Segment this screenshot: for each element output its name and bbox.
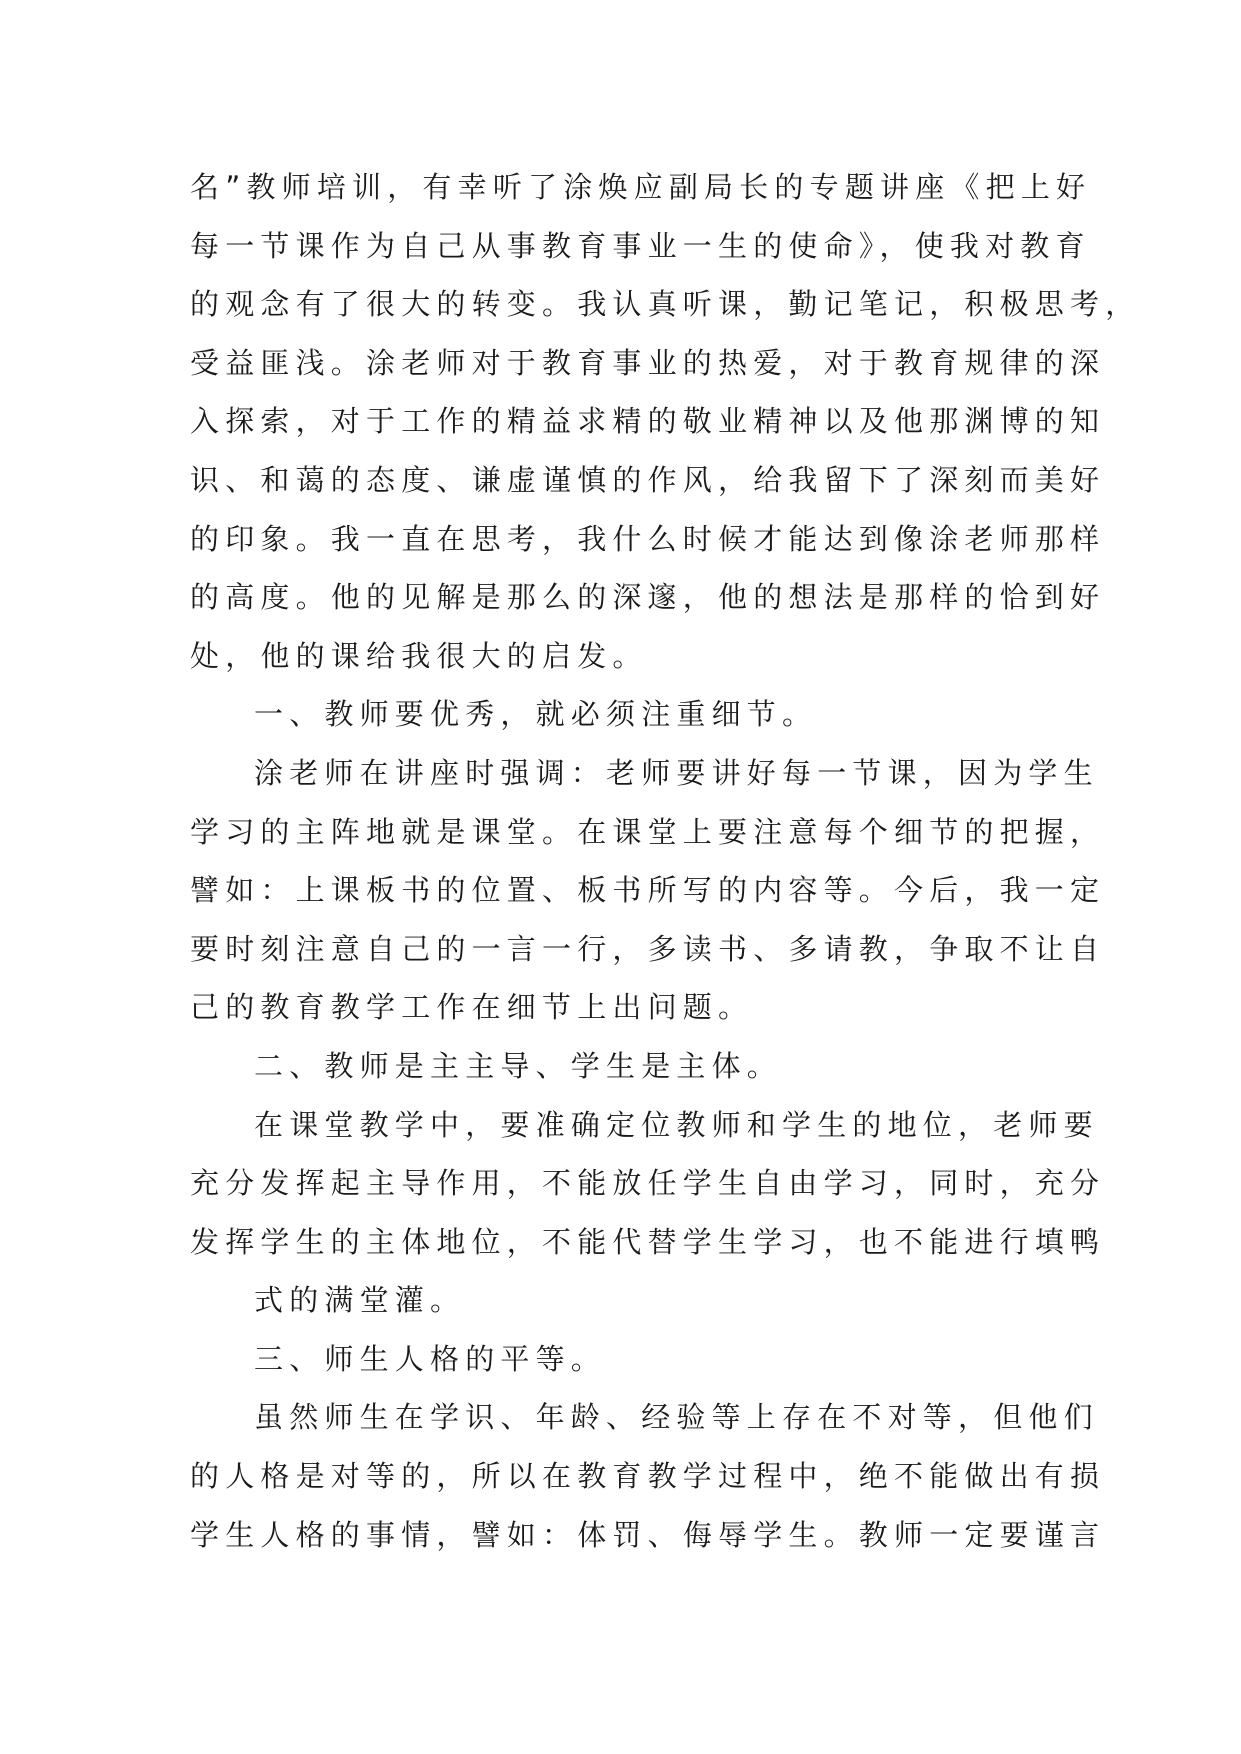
text-line: 一、教师要优秀，就必须注重细节。 xyxy=(254,697,818,732)
text-line: 式的满堂灌。 xyxy=(254,1283,466,1318)
text-line: 发挥学生的主体地位，不能代替学生学习，也不能进行填鸭 xyxy=(190,1224,1106,1259)
text-line: 三、师生人格的平等。 xyxy=(254,1341,607,1376)
text-line: 的高度。他的见解是那么的深邃，他的想法是那样的恰到好 xyxy=(190,580,1106,615)
text-line: 己的教育教学工作在细节上出问题。 xyxy=(190,990,754,1025)
text-line: 在课堂教学中，要准确定位教师和学生的地位，老师要 xyxy=(254,1107,1099,1142)
text-line: 充分发挥起主导作用，不能放任学生自由学习，同时，充分 xyxy=(190,1166,1106,1201)
text-line: 譬如：上课板书的位置、板书所写的内容等。今后，我一定 xyxy=(190,873,1106,908)
text-line: 要时刻注意自己的一言一行，多读书、多请教，争取不让自 xyxy=(190,931,1106,966)
text-line: 学习的主阵地就是课堂。在课堂上要注意每个细节的把握， xyxy=(190,814,1106,849)
text-line: 二、教师是主主导、学生是主体。 xyxy=(254,1048,783,1083)
text-line: 虽然师生在学识、年龄、经验等上存在不对等，但他们 xyxy=(254,1400,1099,1435)
text-line: 学生人格的事情，譬如：体罚、侮辱学生。教师一定要谨言 xyxy=(190,1517,1106,1552)
text-line: 识、和蔼的态度、谦虚谨慎的作风，给我留下了深刻而美好 xyxy=(190,462,1106,497)
text-line: 入探索，对于工作的精益求精的敬业精神以及他那渊博的知 xyxy=(190,404,1106,439)
text-line: 受益匪浅。涂老师对于教育事业的热爱，对于教育规律的深 xyxy=(190,345,1106,380)
text-line: 每一节课作为自己从事教育事业一生的使命》，使我对教育 xyxy=(190,228,1091,263)
text-line: 的观念有了很大的转变。我认真听课，勤记笔记，积极思考， xyxy=(190,287,1141,322)
text-line: 的印象。我一直在思考，我什么时候才能达到像涂老师那样 xyxy=(190,521,1106,556)
text-line: 的人格是对等的，所以在教育教学过程中，绝不能做出有损 xyxy=(190,1459,1106,1494)
text-line: 名”教师培训，有幸听了涂焕应副局长的专题讲座《把上好 xyxy=(190,170,1092,204)
text-line: 处，他的课给我很大的启发。 xyxy=(190,638,648,673)
document-body xyxy=(190,158,1141,1564)
text-line: 涂老师在讲座时强调：老师要讲好每一节课，因为学生 xyxy=(254,755,1099,790)
